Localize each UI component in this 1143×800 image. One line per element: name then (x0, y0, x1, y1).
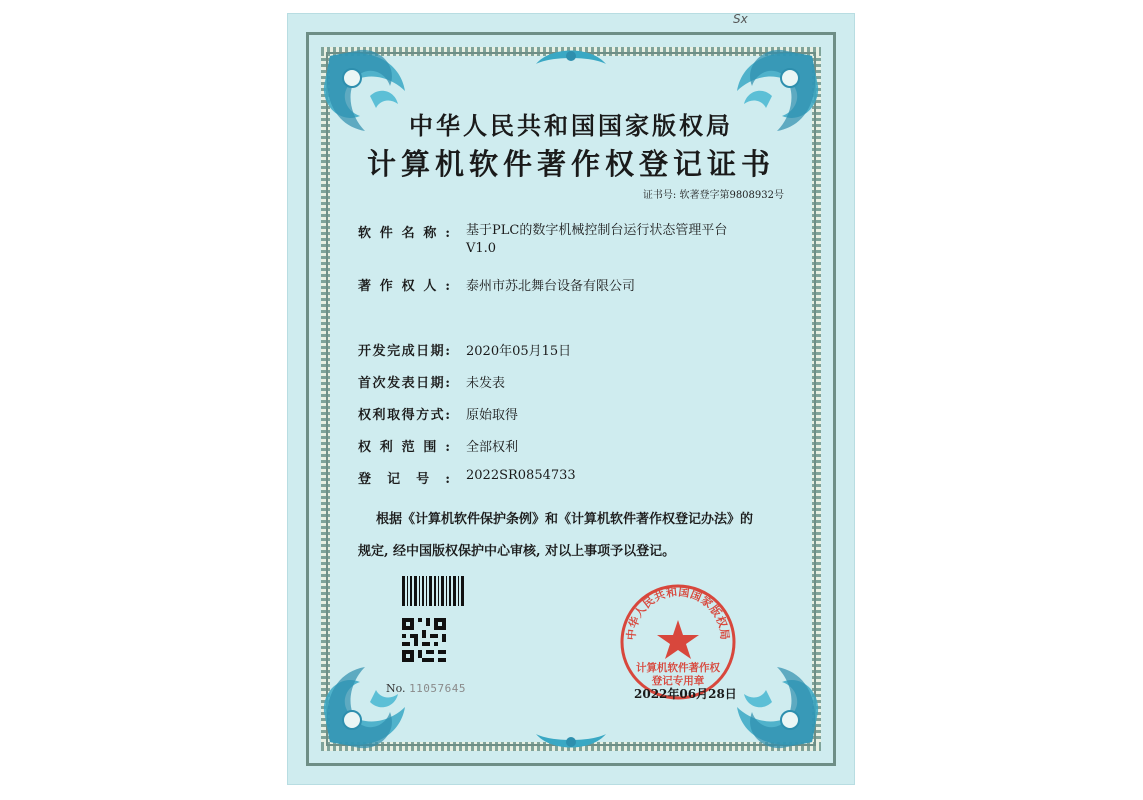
publish-date-label: 首次发表日期: (358, 376, 450, 391)
seal-line1: 计算机软件著作权 (636, 662, 720, 674)
certificate-page (288, 14, 854, 784)
copyright-owner-value: 泰州市苏北舞台设备有限公司 (466, 279, 636, 294)
legal-statement-line2: 规定, 经中国版权保护中心审核, 对以上事项予以登记。 (358, 544, 676, 559)
seal-arc-text: 中华人民共和国国家版权局 (624, 585, 732, 641)
software-name-label: 软件名称: (358, 226, 450, 241)
bottom-ornament-icon (531, 728, 611, 754)
issue-date: 2022年06月28日 (634, 687, 737, 701)
publish-date-value: 未发表 (466, 376, 506, 391)
certificate-title: 计算机软件著作权登记证书 (366, 147, 775, 181)
official-seal (618, 582, 738, 702)
serial-number-label: No. (386, 682, 406, 695)
certificate-number-value: 软著登字第9808932号 (679, 190, 784, 201)
handwritten-mark: Sx (733, 12, 748, 26)
issuing-authority: 中华人民共和国国家版权局 (409, 111, 733, 140)
barcode-icon (402, 576, 464, 606)
scope-value: 全部权利 (466, 440, 519, 455)
certificate-number (643, 186, 784, 201)
certificate-number-label: 证书号: (642, 190, 677, 201)
dev-date-label: 开发完成日期: (358, 344, 450, 359)
seal-line2: 登记专用章 (651, 675, 705, 687)
qr-code-icon (402, 618, 446, 662)
software-name-value (466, 222, 786, 258)
corner-ornament-icon (722, 652, 832, 762)
legal-statement-line1: 根据《计算机软件保护条例》和《计算机软件著作权登记办法》的 (376, 512, 754, 527)
registration-number-value: 2022SR0854733 (466, 468, 576, 483)
software-name-line2: V1.0 (466, 241, 497, 256)
serial-number (386, 682, 466, 695)
scope-label: 权利范围: (358, 440, 450, 455)
copyright-owner-label: 著作权人: (358, 279, 450, 294)
serial-number-value: 11057645 (409, 682, 467, 695)
top-ornament-icon (531, 44, 611, 70)
software-name-line1: 基于PLC的数字机械控制台运行状态管理平台 (466, 223, 728, 238)
acquisition-value: 原始取得 (466, 408, 519, 423)
acquisition-label: 权利取得方式: (358, 408, 450, 423)
corner-ornament-icon (310, 652, 420, 762)
registration-number-label: 登记号: (358, 472, 450, 487)
dev-date-value: 2020年05月15日 (466, 344, 572, 359)
